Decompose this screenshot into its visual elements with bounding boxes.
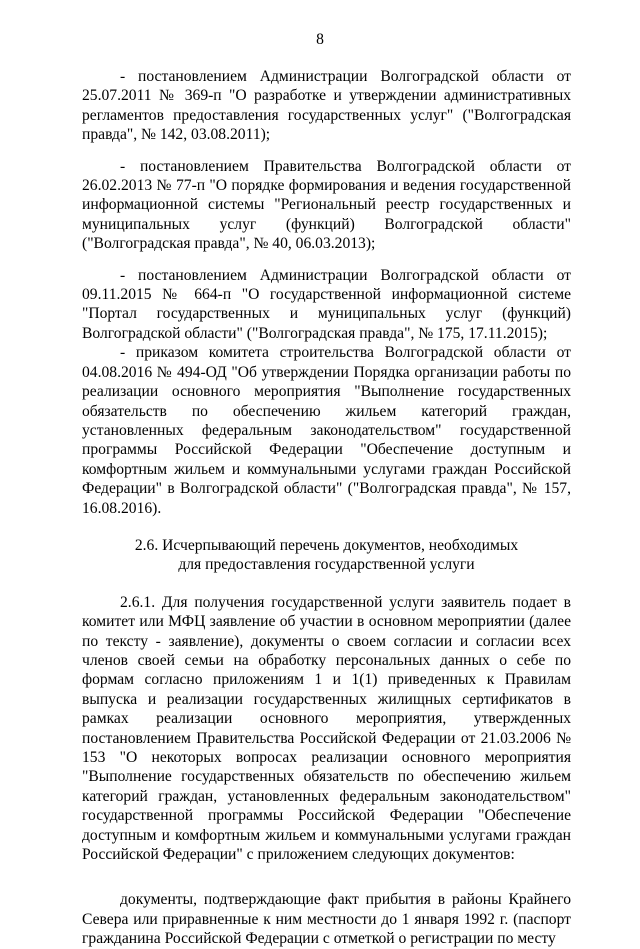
document-body — [82, 67, 571, 949]
section-heading — [82, 536, 571, 575]
list-item: - постановлением Администрации Волгоградской области от 09.11.2015 № 664-п "О государственной информационной системе "Портал государственных и муниципальных услуг (функций) Волгоградской области" ("Волгоградская правда", № 175, 17.11.2015); — [82, 266, 571, 342]
paragraph-documents: документы, подтверждающие факт прибытия в районы Крайнего Севера или приравненные к ним местности до 1 января 1992 г. (паспорт гражданина Российской Федерации с отметкой о регистрации по месту — [82, 891, 571, 948]
list-item: - постановлением Администрации Волгоградской области от 25.07.2011 № 369-п "О разработке и утверждении административных регламентов предоставления государственных услуг" ("Волгоградская правда", № 142, 03.08.2011); — [82, 68, 571, 144]
list-item: - постановлением Правительства Волгоградской области от 26.02.2013 № 77-п "О порядке формирования и ведения государственной информационной системы "Региональный реестр государственных и муниципальных услуг (функций) Волгоградской области" ("Волгоградская правда", № 40, 06.03.2013); — [82, 157, 571, 253]
section-heading-line-1: 2.6. Исчерпывающий перечень документов, необходимых — [134, 536, 519, 554]
section-heading-line-2: для предоставления государственной услуги — [178, 556, 475, 574]
paragraph-2-6-1: 2.6.1. Для получения государственной услуги заявитель подает в комитет или МФЦ заявление об участии в основном мероприятии (далее по тексту - заявление), документы о своем согласии и согласии всех членов своей семьи на обработку персональных данных о себе по формам согласно приложениям 1 и 1(1) приведенных к Правилам выпуска и реализации государственных жилищных сертификатов в рамках реализации основного мероприятия, утвержденных постановлением Правительства Российской Федерации от 21.03.2006 № 153 "О некоторых вопросах реализации основного мероприятия "Выполнение государственных обязательств по обеспечению жильем категорий граждан, установленных федеральным законодательством" государственной программы Российской Федерации "Обеспечение доступным и комфортным жильем и коммунальными услугами граждан Российской Федерации" с приложением следующих документов: — [82, 593, 571, 864]
page-number: 8 — [316, 31, 324, 48]
list-item: - приказом комитета строительства Волгоградской области от 04.08.2016 № 494-ОД "Об утверждении Порядка организации работы по реализации основного мероприятия "Выполнение государственных обязательств по обеспечению жильем категорий граждан, установленных федеральным законодательством" государственной программы Российской Федерации "Обеспечение доступным и комфортным жильем и коммунальными услугами граждан Российской Федерации" в Волгоградской области" ("Волгоградская правда", № 157, 16.08.2016). — [82, 344, 571, 517]
